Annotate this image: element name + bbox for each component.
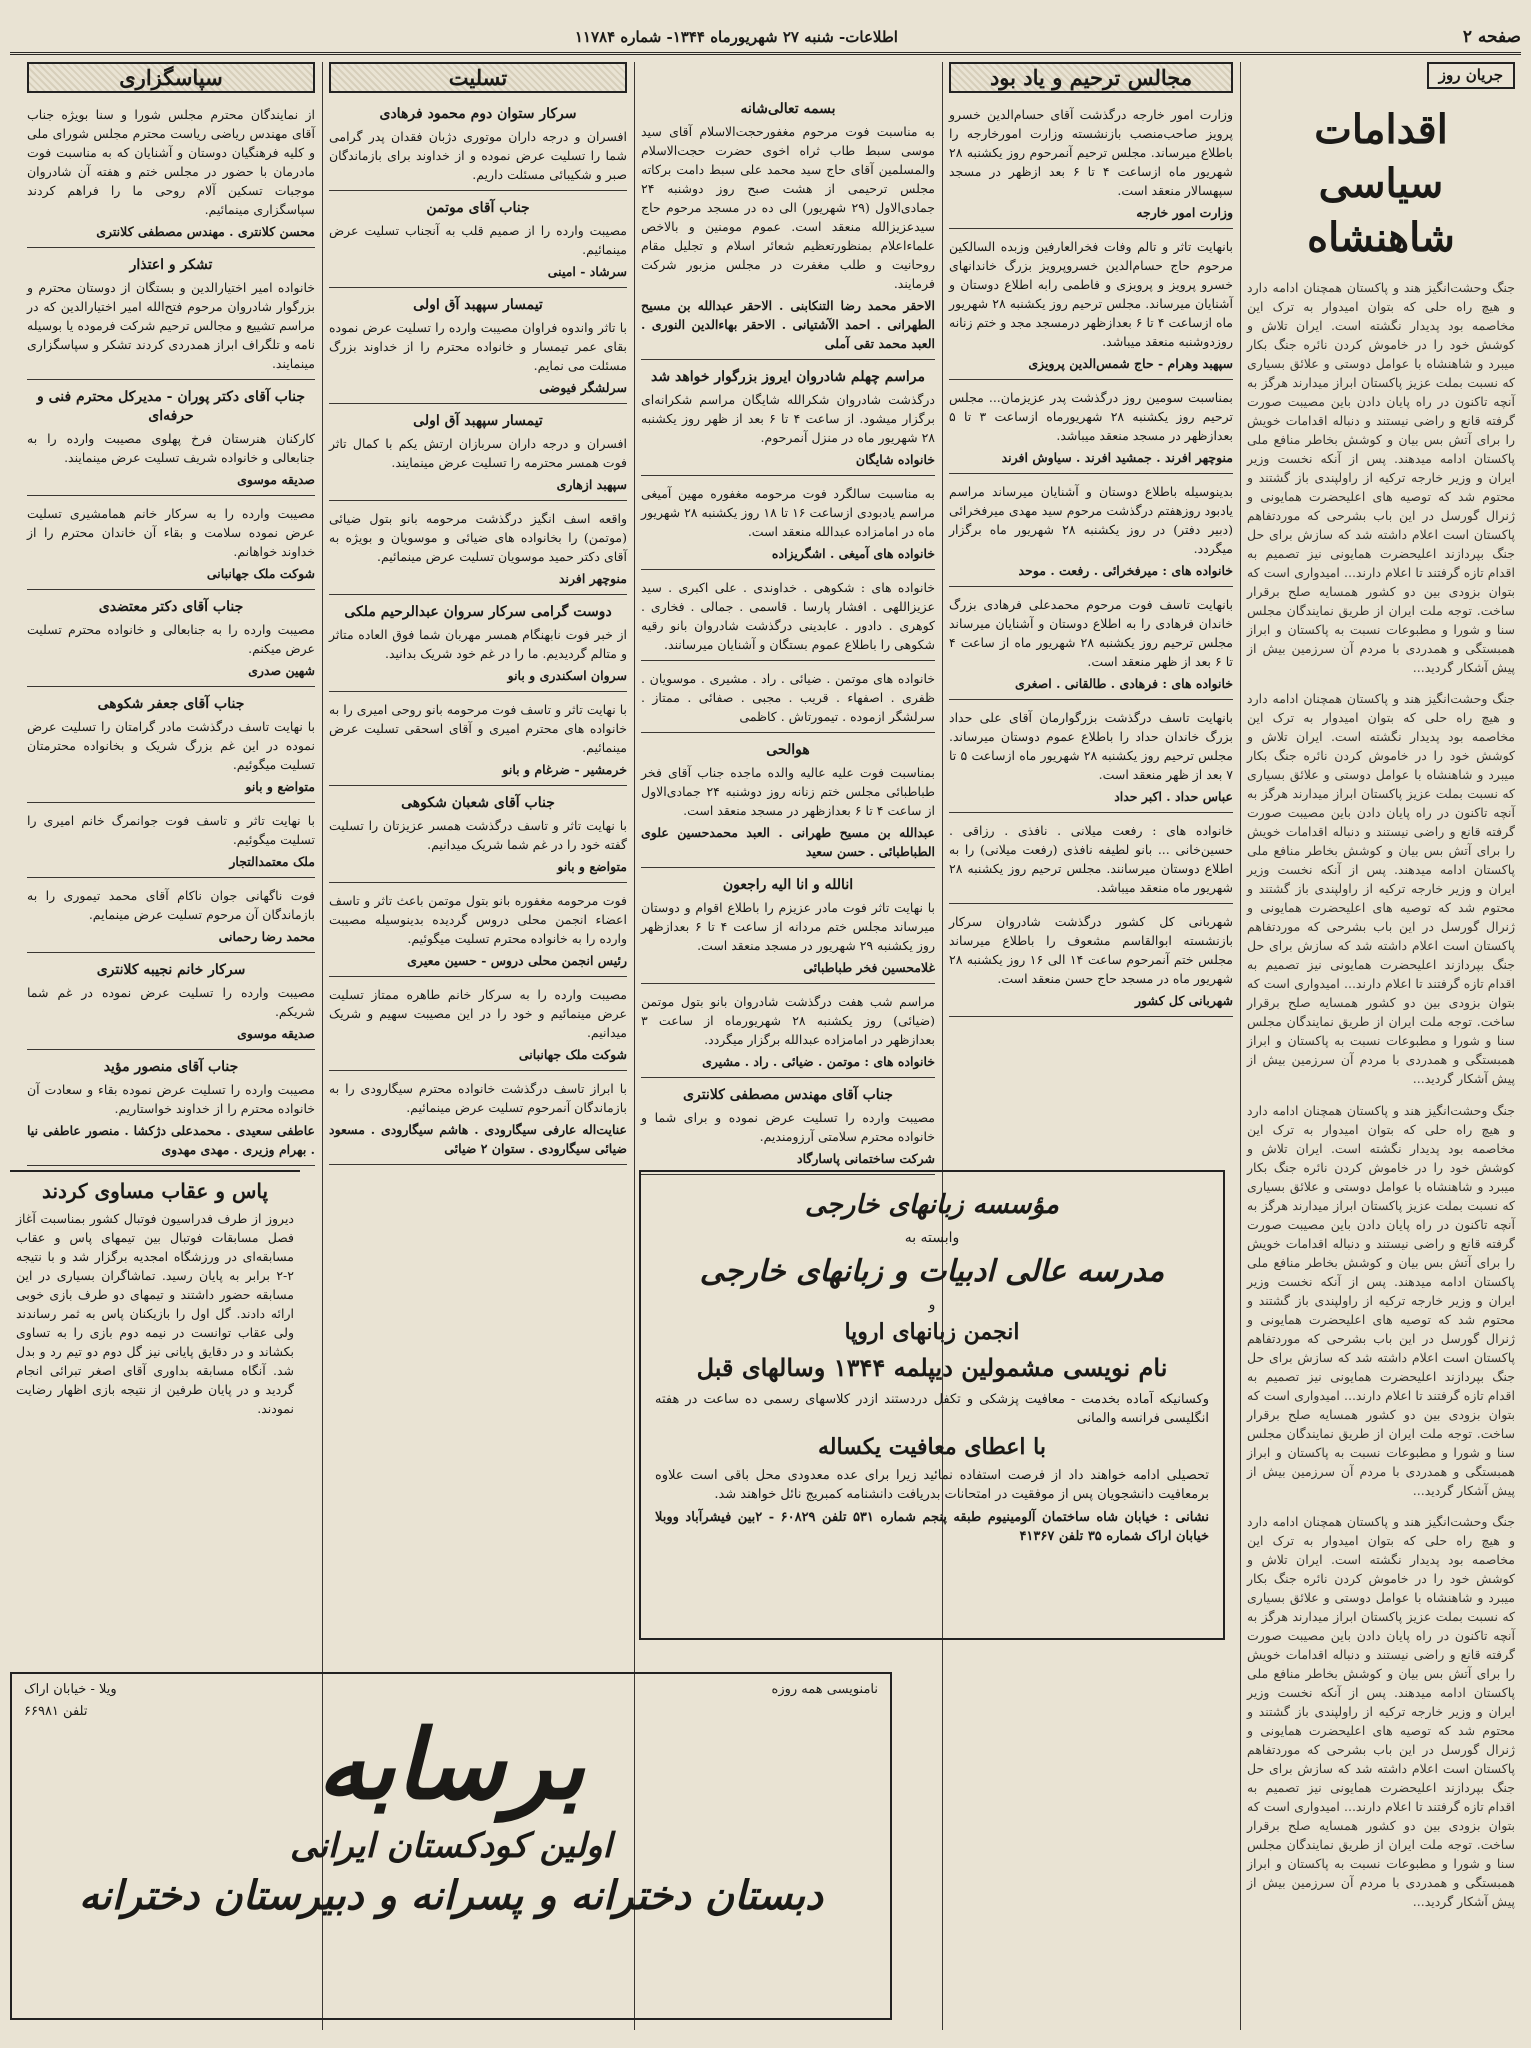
notice [329, 408, 627, 501]
editorial-body-cont: جنگ وحشت‌انگیز هند و پاکستان همچنان ادامه دارد و هیچ راه حلی که بتوان امیدوار به ترک این مخاصمه بود پدیدار نگشته است. ایران تلاش و کوشش خود را در خاموش کردن نائره جنگ بکار میبرد و شاهنشاه با عوامل دوستی و علائق بسیاری که نسبت بملت عزیز پاکستان ابراز میدارند هرگز به آنچه تاکنون در راه پایان دادن باین مصیبت صورت گرفته قانع و راضی نیستند و دنباله اقدامات خویش را برای آتش بس بیان و کوشش بخاطر منافع ملی پاکستان ادامه میدهند. پس از آنکه نخست وزیر ایران و وزیر خارجه ترکیه از راولپندی باز گشتند و محتوم شد که توصیه های اعلیحضرت همایونی و ژنرال گورسل در این باب بشرحی که موردتفاهم پاکستان است اعلام داشته شد که سازش برای حل جنگ بپردازند اعلیحضرت همایونی نیز تصمیم به اقدام تازه گرفتند تا اعلام دارند... امیدواری است که بتوان بزودی بین دو کشور همسایه صلح برقرار ساخت. توجه ملت ایران از طریق نمایندگان مجلس سنا و شورا و مطبوعات نسبت به پاکستان و ابراز همبستگی و همدردی با مردم آن سرزمین بیش از پیش آشکار گردید... [1247, 691, 1515, 1086]
notice [329, 195, 627, 288]
notice-signature: عبدالله بن مسیح طهرانی . العبد محمدحسین علوی الطباطبائی . حسن سعید [641, 825, 935, 859]
notice-title: مراسم چهلم شادروان ایروز بزرگوار خواهد شد [651, 369, 925, 385]
notice [27, 384, 315, 496]
notice-text: مصیبت وارده را به سرکار خانم همامشیری تسلیت عرض نموده سلامت و بقاء آن خاندان محترم را از خداوند خواهانم. [27, 506, 315, 559]
notice-signature: عنایت‌اله عارفی سیگارودی . هاشم سیگارودی . مسعود ضیائی سیگارودی . ستوان ۲ ضیائی [329, 1122, 627, 1156]
notice-title: جناب آقای مهندس مصطفی کلانتری [683, 1087, 893, 1103]
notice-text: درگذشت شادروان شکرالله شایگان مراسم شکرانه‌ای برگزار میشود. از ساعت ۴ تا ۶ بعد از ظهر روز یکشنبه ۲۸ شهریور ماه در منزل آنمرحوم. [641, 392, 935, 445]
sports-text: دیروز از طرف فدراسیون فوتبال کشور بمناسبت آغاز فصل مسابقات فوتبال بین تیمهای پاس و عقاب مسابقه‌ای در ورزشگاه امجدیه برگزار شد و با نتیجه ۲-۲ برابر به پایان رسید. تماشاگران بسیاری در این مسابقه حضور داشتند و تیمهای دو طرف بازی خوبی ارائه دادند. گل اول را بازیکنان پاس به ثمر رساندند ولی عقاب توانست در نیمه دوم بازی را به تساوی بکشاند و در دقایق پایانی نیز گل دوم دو تیم رد و بدل شد. آنگاه مسابقه بداوری آقای اصغر تبرائی انجام گردید و در پایان طرفین از نتیجه بازی اظهار رضایت نمودند. [16, 1211, 294, 1416]
notice-signature: خانواده های : موتمن . ضیائی . راد . مشیری [702, 1054, 935, 1069]
notice [27, 252, 315, 380]
notice-signature: عاطفی سعیدی . محمدعلی دژکشا . منصور عاطفی نیا . بهرام وزیری . مهدی مهدوی [27, 1123, 315, 1157]
notice-signature: وزارت امور خارجه [1136, 205, 1233, 220]
notice-text: مصیبت وارده را تسلیت عرض نموده و برای شما و خانواده محترم سلامتی آرزومندیم. [641, 1110, 935, 1144]
notice [949, 478, 1233, 587]
notice-text: خانواده امیر اختیارالدین و بستگان از دوستان محترم و بزرگوار شادروان مرحوم فتح‌الله امیر اختیارالدین که در مراسم تشییع و مجالس ترحیم شرکت فرموده یا بوسیله نامه و تلگراف ابراز همدردی کردند تشکر و سپاسگزاری مینمایند. [27, 280, 315, 371]
notice-signature: سرلشگر فیوضی [539, 380, 627, 395]
notice-title: جناب آقای دکتر پوران - مدیرکل محترم فنی و حرفه‌ای [36, 389, 306, 424]
notice-signature: سپهبد ازهاری [556, 477, 627, 492]
notice [641, 574, 935, 661]
notice [949, 591, 1233, 700]
notice-signature: شهین صدری [248, 663, 315, 678]
notice-title: هوالحی [766, 742, 810, 758]
notice-signature: محسن کلانتری . مهندس مصطفی کلانتری [96, 224, 315, 239]
notice [641, 1082, 935, 1175]
notice [27, 691, 315, 803]
notice-signature: متواضع و بانو [557, 859, 627, 874]
notice [27, 957, 315, 1050]
editorial-body: جنگ وحشت‌انگیز هند و پاکستان همچنان ادامه دارد و هیچ راه حلی که بتوان امیدوار به ترک این مخاصمه بود پدیدار نگشته است. ایران تلاش و کوشش خود را در خاموش کردن نائره جنگ بکار میبرد و شاهنشاه با عوامل دوستی و علائق بسیاری که نسبت بملت عزیز پاکستان ابراز میدارند هرگز به آنچه تاکنون در راه پایان دادن باین مصیبت صورت گرفته قانع و راضی نیستند و دنباله اقدامات خویش را برای آتش بس بیان و کوشش بخاطر منافع ملی پاکستان ادامه میدهند. پس از آنکه نخست وزیر ایران و وزیر خارجه ترکیه از راولپندی باز گشتند و محتوم شد که توصیه های اعلیحضرت همایونی و ژنرال گورسل در این باب بشرحی که موردتفاهم پاکستان است اعلام داشته شد که سازش برای حل جنگ بپردازند اعلیحضرت همایونی نیز تصمیم به اقدام تازه گرفتند تا اعلام دارند... امیدواری است که بتوان بزودی بین دو کشور همسایه صلح برقرار ساخت. توجه ملت ایران از طریق نمایندگان مجلس سنا و شورا و مطبوعات نسبت به پاکستان و ابراز همبستگی و همدردی با مردم آن سرزمین بیش از پیش آشکار گردید... [1247, 279, 1515, 675]
notice-signature: صدیقه موسوی [237, 472, 315, 487]
notice-text: با ابراز تاسف درگذشت خانواده محترم سیگارودی را به بازماندگان آنمرحوم تسلیت عرض مینمائیم. [329, 1081, 627, 1115]
notice-text: مصیبت وارده را به سرکار خانم طاهره ممتاز تسلیت عرض مینمائیم و خود را در این مصیبت سهیم و شریک میدانیم. [329, 987, 627, 1040]
notice [949, 101, 1233, 229]
gratitude-column [21, 62, 321, 1168]
notice-text: با نهایت تاثر فوت مادر عزیزم را باطلاع اقوام و دوستان میرساند مجلس ختم مردانه از ساعت ۴ تا ۶ بعدازظهر روز یکشنبه ۲۹ شهریور در مسجد منعقد است. [641, 900, 935, 953]
editorial-body-cont3: جنگ وحشت‌انگیز هند و پاکستان همچنان ادامه دارد و هیچ راه حلی که بتوان امیدوار به ترک این مخاصمه بود پدیدار نگشته است. ایران تلاش و کوشش خود را در خاموش کردن نائره جنگ بکار میبرد و شاهنشاه با عوامل دوستی و علائق بسیاری که نسبت بملت عزیز پاکستان ابراز میدارند هرگز به آنچه تاکنون در راه پایان دادن باین مصیبت صورت گرفته قانع و راضی نیستند و دنباله اقدامات خویش را برای آتش بس بیان و کوشش بخاطر منافع ملی پاکستان ادامه میدهند. پس از آنکه نخست وزیر ایران و وزیر خارجه ترکیه از راولپندی باز گشتند و محتوم شد که توصیه های اعلیحضرت همایونی و ژنرال گورسل در این باب بشرحی که موردتفاهم پاکستان است اعلام داشته شد که سازش برای حل جنگ بپردازند اعلیحضرت همایونی نیز تصمیم به اقدام تازه گرفتند تا اعلام دارند... امیدواری است که بتوان بزودی بین دو کشور همسایه صلح برقرار ساخت. توجه ملت ایران از طریق نمایندگان مجلس سنا و شورا و مطبوعات نسبت به پاکستان و ابراز همبستگی و همدردی با مردم آن سرزمین بیش از پیش آشکار گردید... [1247, 1514, 1515, 1909]
notice-signature: ملک معتمدالتجار [229, 854, 315, 869]
notice-signature: خانواده شایگان [855, 452, 935, 467]
notice-text: مصیبت وارده را تسلیت عرض نموده در غم شما شریکم. [27, 985, 315, 1019]
ad-subhead: با اعطای معافیت یکساله [818, 1434, 1046, 1460]
notice [949, 817, 1233, 904]
notice [329, 981, 627, 1071]
notice-text: شهربانی کل کشور درگذشت شادروان سرکار بازنشسته ابوالقاسم مشعوف را باطلاع میرساند مجلس ختم آنمرحوم ساعت ۱۴ الی ۱۶ روز یکشنبه ۲۸ شهریور ماه در مسجد حاج حسن منعقد است. [949, 914, 1233, 986]
notice [949, 908, 1233, 1017]
notice-signature: خانواده های : فرهادی . طالقانی . اصغری [1014, 676, 1233, 691]
notice [949, 384, 1233, 474]
notice-signature: متواضع و بانو [245, 779, 315, 794]
language-school-ad [639, 1170, 1225, 1640]
notice-text: مصیبت وارده را به جنابعالی و خانواده محترم تسلیت عرض میکنم. [27, 622, 315, 656]
notice [329, 101, 627, 191]
notice-signature: شوکت ملک جهانبانی [518, 1047, 627, 1062]
notice-signature: شرکت ساختمانی پاسارگاد [797, 1151, 935, 1166]
notice-title: انالله و انا الیه راجعون [722, 877, 854, 893]
ad-college-name: مدرسه عالی ادبیات و زبانهای خارجی [699, 1254, 1165, 1289]
notice [329, 599, 627, 692]
notice-text: مصیبت وارده را از صمیم قلب به آنجناب تسلیت عرض مینمائیم. [329, 223, 627, 257]
notice-text: بانهایت تاثر و تالم وفات فخرالعارفین وزبده السالکین مرحوم حاج حسام‌الدین خسروپرویز بزرگ خاندانهای خسرو پرویز و پرویزی و فاطمی رابه اطلاع دوستان و آشنایان میرساند. مجلس ترحیم روز یکشنبه ۲۸ شهریور ماه ازساعت ۴ تا ۶ بعدازظهر درمسجد مجد و ختم زنانه روزدوشنبه منعقد میباشد. [949, 239, 1233, 349]
notice-signature: شوکت ملک جهانبانی [206, 566, 315, 581]
notice-text: مصیبت وارده را تسلیت عرض نموده بقاء و سعادت آن خانواده محترم را از خداوند خواستاریم. [27, 1082, 315, 1116]
section-header: مجالس ترحیم و یاد بود [949, 62, 1233, 93]
notice [641, 480, 935, 570]
editorial-column [1241, 62, 1521, 2030]
notice-signature: صدیقه موسوی [237, 1026, 315, 1041]
notice-text: بمناسبت فوت علیه عالیه والده ماجده جناب آقای فخر طباطبائی مجلس ختم زنانه روز دوشنبه ۲۴ جمادی‌الاول از ساعت ۴ تا ۶ بعدازظهر در مسجد منعقد است. [641, 765, 936, 818]
notice-title: دوست گرامی سرکار سروان عبدالرحیم ملکی [344, 604, 612, 620]
notice [329, 292, 627, 404]
notice-text: از خبر فوت نابهنگام همسر مهربان شما فوق العاده متاثر و متالم گردیدیم. ما را در غم خود شریک بدانید. [329, 627, 627, 661]
notice-text: بانهایت تاسف درگذشت بزرگوارمان آقای علی حداد بزرگ خاندان حداد را باطلاع عموم دوستان میرساند. مجلس ترحیم روز یکشنبه ۲۸ شهریور ماه ازساعت ۵ تا ۷ بعد از ظهر منعقد است. [949, 710, 1233, 782]
notice [641, 988, 935, 1078]
notice-signature: منوچهر افرند [558, 571, 627, 586]
notice-text: با نهایت تاثر و تاسف فوت مرحومه بانو روحی امیری را به خانواده های محترم امیری و آقای اسحقی تسلیت عرض مینمائیم. [329, 702, 627, 755]
notice-signature: منوچهر افرند . جمشید افرند . سیاوش افرند [1001, 450, 1233, 465]
notice-signature: سروان اسکندری و بانو [507, 668, 627, 683]
editorial-title: اقدامات سیاسی شاهنشاه [1307, 106, 1455, 261]
notice-text: افسران و درجه داران موتوری دژبان فقدان پدر گرامی شما را تسلیت عرض نموده و از خداوند برای بازماندگان صبر و شکیبائی مسئلت داریم. [329, 129, 627, 182]
notice [27, 101, 315, 248]
notice-signature: غلامحسین فخر طباطبائی [803, 960, 935, 975]
notice-text: بمناسبت سومین روز درگذشت پدر عزیزمان... مجلس ترحیم روز یکشنبه ۲۸ شهریورماه ازساعت ۳ تا ۵ بعدازظهر در مسجد منعقد میباشد. [949, 390, 1233, 443]
notice [641, 737, 935, 868]
notice-text: مراسم شب هفت درگذشت شادروان بانو بتول موتمن (ضیائی) روز یکشنبه ۲۸ شهریورماه از ساعت ۳ بعدازظهر در امامزاده عبدالله برگزار میگردد. [641, 994, 935, 1047]
notice-signature: شهربانی کل کشور [1134, 993, 1233, 1008]
ad-association-name: انجمن زبانهای اروپا [844, 1319, 1020, 1345]
ad-headline: نام نویسی مشمولین دیپلمه ۱۳۴۴ وسالهای قبل [696, 1353, 1168, 1382]
notice [329, 696, 627, 786]
notice [27, 594, 315, 687]
notice-text: واقعه اسف انگیز درگذشت مرحومه بانو بتول ضیائی (موتمن) را بخانواده های ضیائی و موسویان و بویژه به آقای دکتر حمید موسویان تسلیت عرض مینمائیم. [329, 511, 627, 564]
ad-tagline: اولین کودکستان ایرانی [290, 1826, 612, 1866]
ad-institute-title: مؤسسه زبانهای خارجی [805, 1190, 1059, 1220]
notice-signature: خانواده های : میرفخرائی . رفعت . موحد [1018, 563, 1233, 578]
notice-text: از نمایندگان محترم مجلس شورا و سنا بویژه جناب آقای مهندس ریاضی ریاست محترم مجلس شورای ملی و کلیه فرهنگیان دوستان و آشنایان که به مناسبت فوت مادرمان با حضور در مجلس ختم و هفته آن شادروان موجبات تسکین آلام روحی ما را فراهم کردند سپاسگزاری مینمائیم. [27, 107, 315, 217]
kindergarten-ad [10, 1672, 892, 2020]
notice-text: با نهایت تاسف درگذشت مادر گرامتان را تسلیت عرض نموده در این غم بزرگ شریک و بخانواده محترمتان تسلیت میگوئیم. [27, 719, 315, 772]
ad-affiliation: وابسته به [904, 1230, 960, 1246]
notice [27, 500, 315, 590]
notice-text: فوت مرحومه مغفوره بانو بتول موتمن باعث تاثر و تاسف اعضاء انجمن محلی دروس گردیده بدینوسیله مصیبت وارده را به خانواده محترم تسلیت میگوئیم. [329, 893, 627, 946]
notice [329, 1075, 627, 1165]
notice-signature: سرشاد - امینی [547, 264, 627, 279]
notice-title: تیمسار سپهبد آق اولی [413, 297, 543, 313]
notice-text: به مناسبت فوت مرحوم مغفورحجت‌الاسلام آقای سید موسی سبط طاب ثراه اخوی حضرت حجت‌الاسلام والمسلمین آقای حاج سید محمد علی سبط دامت برکاته مجلس ترحیمی از هشت صبح روز دوشنبه ۲۴ جمادی‌الاول (۲۹ شهریور) الی ده در مسجد مرحوم حاج سیدعزیزالله منعقد است. عموم مومنین و بالاخص علماءاعلام بمنظورتعظیم شعائر اسلام و تجلیل مقام روحانیت و طلب مغفرت در مجلس مزبور شرکت فرمایند. [641, 124, 936, 291]
notice-title: جناب آقای منصور مؤید [103, 1059, 239, 1075]
notice-title: تشکر و اعتذار [129, 257, 213, 273]
notice-signature: عباس حداد . اکبر حداد [1114, 789, 1233, 804]
ad-registration-note: نامنویسی همه روزه [771, 1682, 878, 1697]
notice-text: خانواده های : رفعت میلانی . نافذی . رزاقی . حسین‌خانی ... بانو لطیفه نافذی (رفعت میلانی) را به اطلاع دوستان میرسانند. مجلس ترحیم روز یکشنبه ۲۸ شهریور ماه منعقد میباشد. [949, 823, 1233, 895]
notice [27, 882, 315, 953]
section-header: تسلیت [329, 62, 627, 93]
notice-text: خانواده های : شکوهی . خداوندی . علی اکبری . سید عزیزاللهی . افشار پارسا . قاسمی . جمالی . فخاری . کوهری . دادور . عابدینی درگذشت شادروان بانو رقیه شکوهی را باطلاع عموم بستگان و آشنایان میرسانند. [641, 580, 935, 652]
page-number: صفحه ۲ [1462, 27, 1521, 47]
notice [641, 872, 935, 984]
section-header: سپاسگزاری [27, 62, 315, 93]
editorial-body-cont2: جنگ وحشت‌انگیز هند و پاکستان همچنان ادامه دارد و هیچ راه حلی که بتوان امیدوار به ترک این مخاصمه بود پدیدار نگشته است. ایران تلاش و کوشش خود را در خاموش کردن نائره جنگ بکار میبرد و شاهنشاه با عوامل دوستی و علائق بسیاری که نسبت بملت عزیز پاکستان ابراز میدارند هرگز به آنچه تاکنون در راه پایان دادن باین مصیبت صورت گرفته قانع و راضی نیستند و دنباله اقدامات خویش را برای آتش بس بیان و کوشش بخاطر منافع ملی پاکستان ادامه میدهند. پس از آنکه نخست وزیر ایران و وزیر خارجه ترکیه از راولپندی باز گشتند و محتوم شد که توصیه های اعلیحضرت همایونی و ژنرال گورسل در این باب بشرحی که موردتفاهم پاکستان است اعلام داشته شد که سازش برای حل جنگ بپردازند اعلیحضرت همایونی نیز تصمیم به اقدام تازه گرفتند تا اعلام دارند... امیدواری است که بتوان بزودی بین دو کشور همسایه صلح برقرار ساخت. توجه ملت ایران از طریق نمایندگان مجلس سنا و شورا و مطبوعات نسبت به پاکستان و ابراز همبستگی و همدردی با مردم آن سرزمین بیش از پیش آشکار گردید... [1247, 1102, 1515, 1498]
notice-signature: سپهبد وهرام - حاج شمس‌الدین پرویزی [1028, 356, 1233, 371]
notice-signature: محمد رضا رحمانی [218, 929, 315, 944]
notice-text: فوت ناگهانی جوان ناکام آقای محمد تیموری را به بازماندگان آن مرحوم تسلیت عرض مینمایم. [27, 888, 315, 922]
notice-signature: خانواده های آمیغی . اشگریزاده [771, 546, 935, 561]
notice-title: تیمسار سپهبد آق اولی [413, 413, 543, 429]
notice [949, 233, 1233, 380]
notice-signature: رئیس انجمن محلی دروس - حسین معیری [407, 953, 627, 968]
notice [641, 96, 935, 360]
notice-title: جناب آقای دکتر معتضدی [98, 599, 244, 615]
sports-news [10, 1170, 300, 1650]
notice-text: با نهایت تاثر و تاسف درگذشت همسر عزیزتان را تسلیت گفته خود را در غم شما شریک میدانیم. [329, 818, 627, 852]
notice [27, 1054, 315, 1166]
ad-text-1: وکسانیکه آماده بخدمت - معافیت پزشکی و تکفل دردستند ازدر کلاسهای رسمی ده ساعت در هفته انگلیسی فرانسه والمانی [655, 1392, 1209, 1426]
ad-phone: تلفن ۶۶۹۸۱ [24, 1704, 88, 1719]
notice-text: بدینوسیله باطلاع دوستان و آشنایان میرساند مراسم یادبود روزهفتم درگذشت مرحوم سید مهدی میرفخرائی (دبیر دفتر) در روز یکشنبه ۲۸ شهریور ماه برگزار میگردد. [949, 484, 1233, 556]
page-header [10, 22, 1521, 55]
notice [329, 790, 627, 883]
notice [27, 807, 315, 878]
notice [641, 665, 935, 733]
notice-title: جناب آقای شعبان شکوهی [401, 795, 555, 811]
notice [329, 887, 627, 977]
notice [329, 505, 627, 595]
notice-title: سرکار ستوان دوم محمود فرهادی [379, 106, 577, 122]
ad-address: نشانی : خیابان شاه ساختمان آلومینیوم طبقه پنجم شماره ۵۳۱ تلفن ۶۰۸۲۹ - ۲بین فیشرآباد ووبلا خیابان اراک شماره ۳۵ تلفن ۴۱۳۶۷ [655, 1510, 1209, 1544]
notice-title: جناب آقای موتمن [426, 200, 530, 216]
notice-text: وزارت امور خارجه درگذشت آقای حسام‌الدین خسرو پرویز صاحب‌منصب بازنشسته وزارت امورخارجه را باطلاع میرساند. مجلس ترحیم آنمرحوم روز یکشنبه ۲۸ شهریور ماه ازساعت ۴ تا ۶ بعد ازظهر در مسجد سپهسالار منعقد است. [949, 107, 1233, 198]
ad-text-2: تحصیلی ادامه خواهند داد از فرصت استفاده نمائید زیرا برای عده معدودی محل باقی است علاوه برمعافیت دانشجویان پس از موفقیت در امتحانات بدریافت دانشنامه کمبریج نائل خواهند شد. [655, 1468, 1209, 1502]
notice [641, 364, 935, 476]
notice-text: کارکنان هنرستان فرخ پهلوی مصیبت وارده را به جنابعالی و خانواده شریف تسلیت عرض مینمایند. [27, 431, 315, 465]
header-date-issue: اطلاعات- شنبه ۲۷ شهریورماه ۱۳۴۴- شماره ۱۱۷۸۴ [574, 28, 898, 46]
notice-text: بانهایت تاسف فوت مرحوم محمدعلی فرهادی بزرگ خاندان فرهادی را به اطلاع دوستان و آشنایان میرساند مجلس ترحیم روز یکشنبه ۲۸ شهریور ماه از ساعت ۴ تا ۶ بعد از ظهر منعقد است. [949, 597, 1233, 669]
ad-and: و [928, 1297, 936, 1313]
column-label: جریان روز [1427, 62, 1515, 89]
condolence-column [323, 62, 633, 1168]
notice-text: افسران و درجه داران سربازان ارتش یکم با کمال تاثر فوت همسر محترمه را تسلیت عرض مینمایند. [329, 436, 627, 470]
notice-text: با نهایت تاثر و تاسف فوت جوانمرگ خانم امیری را تسلیت میگوئیم. [27, 813, 315, 847]
sports-title: پاس و عقاب مساوی کردند [41, 1179, 269, 1203]
notice-title: بسمه تعالی‌شانه [740, 101, 836, 117]
notice-text: به مناسبت سالگرد فوت مرحومه مغفوره مهین آمیغی مراسم یادبودی ازساعت ۱۶ تا ۱۸ روز یکشنبه ۲۸ شهریور ماه در امامزاده عبدالله منعقد است. [641, 486, 935, 539]
notice [949, 704, 1233, 813]
ad-brand-name: برسابه [317, 1708, 585, 1821]
notice-signature: خرمشیر - ضرغام و بانو [502, 762, 627, 777]
ad-school-types: دبستان دخترانه و پسرانه و دبیرستان دخترانه [78, 1872, 823, 1919]
memorial-column-1 [943, 62, 1239, 2030]
ad-location: ویلا - خیابان اراک [24, 1682, 117, 1697]
notice-title: سرکار خانم نجیبه کلانتری [96, 962, 246, 978]
notice-text: با تاثر واندوه فراوان مصیبت وارده را تسلیت عرض نموده بقای عمر تیمسار و خانواده محترم را از خداوند بزرگ مسئلت می نمایم. [329, 320, 627, 373]
notice-text: خانواده های موتمن . ضیائی . راد . مشیری . موسویان . ظفری . اصفهاء . قریب . مجبی . صفائی . ممتاز . سرلشگر ازموده . تیمورتاش . کاظمی [641, 671, 935, 724]
notice-signature: الاحقر محمد رضا التنکابنی . الاحقر عبدالله بن مسیح الطهرانی . احمد الآشتیانی . الاحقر بهاءالدین النوری . العبد محمد تقی آملی [641, 298, 935, 351]
notice-title: جناب آقای جعفر شکوهی [97, 696, 245, 712]
